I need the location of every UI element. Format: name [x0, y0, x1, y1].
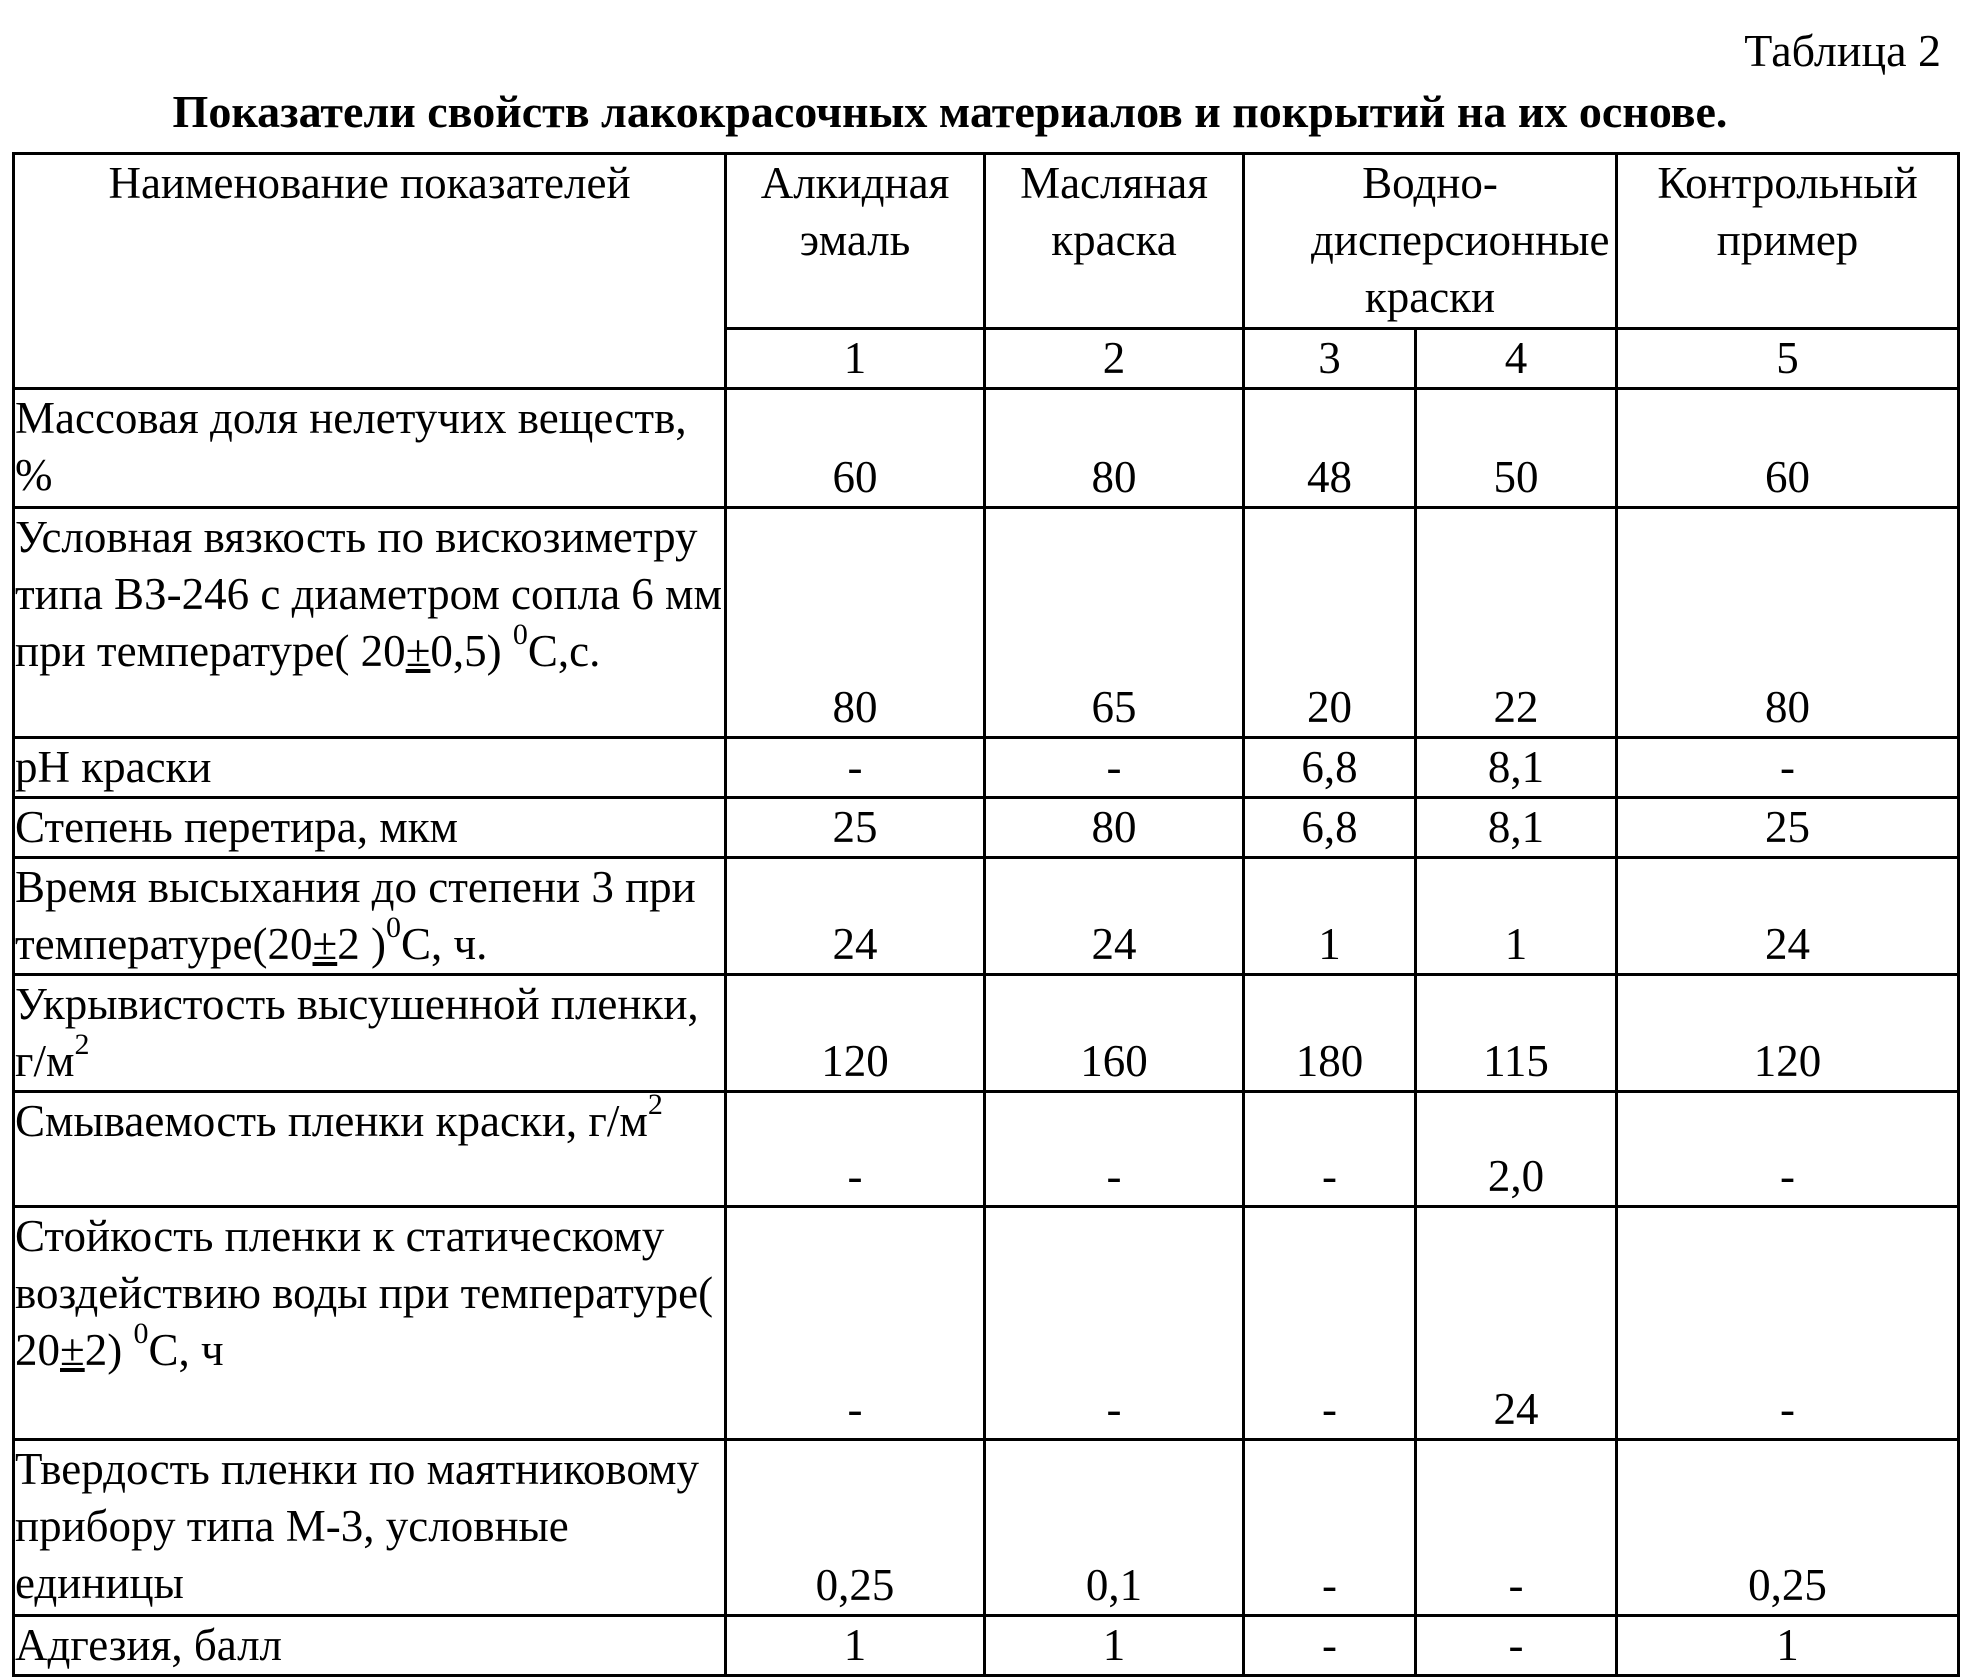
row-value: - — [1244, 1207, 1416, 1440]
row-value: 0,1 — [985, 1440, 1244, 1616]
row-value: 25 — [1617, 798, 1959, 858]
row-value: - — [726, 1092, 985, 1207]
row-value: 25 — [726, 798, 985, 858]
row-value: - — [1244, 1440, 1416, 1616]
row-value: - — [1416, 1440, 1617, 1616]
row-value: 22 — [1416, 508, 1617, 738]
row-value: 180 — [1244, 975, 1416, 1092]
table-row — [14, 1207, 1959, 1440]
row-name — [14, 975, 726, 1092]
row-value: 80 — [985, 798, 1244, 858]
row-value: - — [1416, 1616, 1617, 1676]
row-name-unit: С,с. — [527, 626, 601, 676]
column-number: 2 — [985, 329, 1244, 389]
column-number: 3 — [1244, 329, 1416, 389]
table-row — [14, 1440, 1959, 1616]
row-value: 6,8 — [1244, 798, 1416, 858]
header-control-example: Контрольный пример — [1617, 154, 1959, 329]
table-row — [14, 389, 1959, 508]
row-value: - — [1617, 1092, 1959, 1207]
header-row — [14, 154, 1959, 329]
row-name — [14, 1088, 726, 1207]
row-value: 2,0 — [1416, 1092, 1617, 1207]
table-row — [14, 858, 1959, 975]
row-value: 1 — [985, 1616, 1244, 1676]
row-value: 60 — [726, 389, 985, 508]
row-value: - — [1617, 738, 1959, 798]
row-name-text: Стойкость пленки к статическому воздействию воды при температуре( 20 — [15, 1211, 714, 1375]
row-value: 24 — [726, 858, 985, 975]
plus-minus-sign: ± — [312, 919, 338, 969]
row-value: 1 — [726, 1616, 985, 1676]
row-value: - — [1617, 1207, 1959, 1440]
row-name: Адгезия, балл — [14, 1616, 726, 1676]
plus-minus-sign: ± — [60, 1325, 85, 1375]
row-name-rest: 0,5) — [430, 626, 502, 676]
row-value: 8,1 — [1416, 738, 1617, 798]
row-value: - — [985, 738, 1244, 798]
row-value: 60 — [1617, 389, 1959, 508]
row-name-text: Время высыхания до степени 3 при температуре(20 — [15, 862, 696, 969]
table-title: Показатели свойств лакокрасочных материалов и покрытий на их основе. — [172, 86, 1728, 137]
header-indicator: Наименование показателей — [14, 154, 726, 389]
row-value: - — [1244, 1092, 1416, 1207]
row-value: 50 — [1416, 389, 1617, 508]
row-name — [14, 1207, 726, 1440]
table-label: Таблица 2 — [1744, 25, 1941, 76]
row-value: 1 — [1617, 1616, 1959, 1676]
row-name-text: Условная вязкость по вискозиметру типа ВЗ-246 с диаметром сопла 6 мм при температуре( 20 — [15, 512, 722, 676]
row-value: - — [726, 738, 985, 798]
row-value: 24 — [985, 858, 1244, 975]
row-value: 115 — [1416, 975, 1617, 1092]
row-name — [14, 508, 726, 738]
row-value: 120 — [1617, 975, 1959, 1092]
row-name: Степень перетира, мкм — [14, 798, 726, 858]
row-value: 24 — [1416, 1207, 1617, 1440]
row-name-unit: С, ч. — [400, 919, 488, 969]
row-name-text: Смываемость пленки краски, г/м — [15, 1096, 648, 1146]
row-value: 80 — [1617, 508, 1959, 738]
table-row — [14, 738, 1959, 798]
row-name: рН краски — [14, 738, 726, 798]
row-value: 80 — [985, 389, 1244, 508]
row-name: Твердость пленки по маятниковому прибору типа М-3, условные единицы — [14, 1440, 726, 1616]
row-value: 20 — [1244, 508, 1416, 738]
degree-superscript: 0 — [385, 911, 401, 944]
row-name-rest: 2) — [84, 1325, 123, 1375]
table-row — [14, 1092, 1959, 1207]
table-row — [14, 975, 1959, 1092]
header-oil-paint: Масляная краска — [985, 154, 1244, 329]
row-value: 1 — [1416, 858, 1617, 975]
column-number: 1 — [726, 329, 985, 389]
header-alkyd-enamel: Алкидная эмаль — [726, 154, 985, 329]
row-value: 6,8 — [1244, 738, 1416, 798]
row-name-unit: С, ч — [148, 1325, 224, 1375]
row-value: - — [985, 1092, 1244, 1207]
row-name-text: Укрывистость высушенной пленки, г/м — [15, 979, 699, 1086]
table-row — [14, 1616, 1959, 1676]
table-row — [14, 508, 1959, 738]
degree-superscript: 0 — [512, 618, 528, 651]
row-value: 80 — [726, 508, 985, 738]
plus-minus-sign: ± — [405, 626, 431, 676]
row-value: 120 — [726, 975, 985, 1092]
row-value: 1 — [1244, 858, 1416, 975]
properties-table — [12, 152, 1960, 1677]
row-value: 24 — [1617, 858, 1959, 975]
row-name — [14, 858, 726, 975]
row-name-rest: 2 ) — [337, 919, 386, 969]
column-number: 4 — [1416, 329, 1617, 389]
degree-superscript: 0 — [133, 1317, 149, 1350]
table-row — [14, 798, 1959, 858]
row-value: 48 — [1244, 389, 1416, 508]
row-value: 0,25 — [726, 1440, 985, 1616]
squared-superscript: 2 — [647, 1088, 663, 1121]
row-value: - — [726, 1207, 985, 1440]
squared-superscript: 2 — [74, 1028, 90, 1061]
row-value: - — [985, 1207, 1244, 1440]
column-number: 5 — [1617, 329, 1959, 389]
row-value: 8,1 — [1416, 798, 1617, 858]
header-water-dispersion: Водно-дисперсионные краски — [1244, 154, 1617, 329]
row-value: 160 — [985, 975, 1244, 1092]
row-value: 65 — [985, 508, 1244, 738]
row-value: 0,25 — [1617, 1440, 1959, 1616]
row-name: Массовая доля нелетучих веществ, % — [14, 389, 726, 508]
row-value: - — [1244, 1616, 1416, 1676]
